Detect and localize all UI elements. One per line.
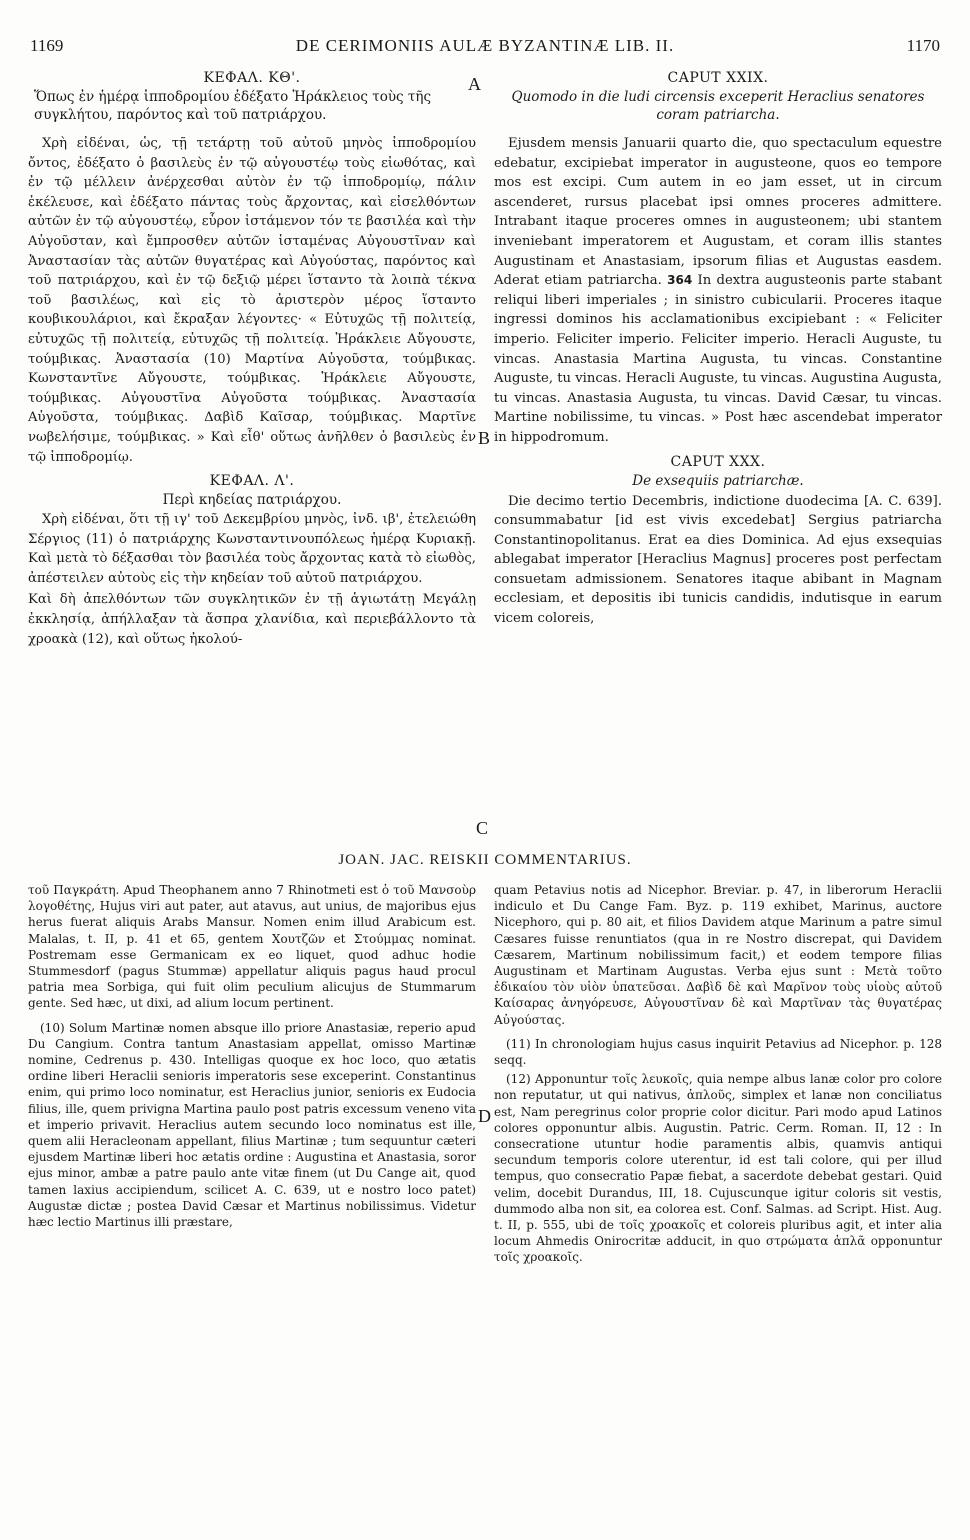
commentary-title: JOAN. JAC. REISKII COMMENTARIUS. xyxy=(338,852,632,868)
footnote-11: (11) In chronologiam hujus casus inquirit Petavius ad Nicephor. p. 128 seqq. xyxy=(494,1036,942,1068)
greek-chapter-29-subtitle: Ὅπως ἐν ἡμέρᾳ ἱπποδρομίου ἐδέξατο Ἡράκλειος τοὺς τῆς συγκλήτου, παρόντος καὶ τοῦ πατριάρχου. xyxy=(34,89,432,123)
greek-chapter-29-text: Χρὴ εἰδέναι, ὡς, τῇ τετάρτῃ τοῦ αὐτοῦ μηνὸς ἱπποδρομίου ὄντος, ἐδέξατο ὁ βασιλεὺς ἐν τῷ αὐγουστέῳ τοὺς εἰωθότας, καὶ ἐν τῷ μέλλειν ἀνέρχεσθαι αὐτὸν ἐν τῷ ἱπποδρομίῳ, πάλιν ἐκέλευσε, καὶ ἐδέξατο πάντας τοὺς ἄρχοντας, καὶ εἰσελθόντων αὐτῶν ἐν τῷ αὐγουστέῳ, εὗρον ἱστάμενον τόν τε βασιλέα καὶ τὴν Αὐγοῦσταν, καὶ ἔμπροσθεν αὐτῶν ἱσταμένας Αὐγουστῖναν καὶ Ἀναστασίαν τὰς αὐτῶν θυγατέρας καὶ Αὐγούστας, παρόντος καὶ τοῦ πατριάρχου, καὶ ἐν τῷ δεξιῷ μέρει ἵσταντο τὰ λοιπὰ τέκνα τοῦ βασιλέως, καὶ εἰς τὸ ἀριστερὸν μέρος ἵσταντο κουβικουλάριοι, καὶ ἔκραξαν λέγοντες· « Εὐτυχῶς τῇ πολιτείᾳ, εὐτυχῶς τῇ πολιτείᾳ, εὐτυχῶς τῇ πολιτείᾳ. Ἡράκλειε Αὔγουστε, τούμβικας. Ἀναστασία (10) Μαρτίνα Αὐγοῦστα, τούμβικας. Κωνσταντῖνε Αὔγουστε, τούμβικας. Ἡράκλειε Αὔγουστε, τούμβικας. Αὐγουστῖνα Αὐγοῦστα τούμβικας. Ἀναστασία Αὐγοῦστα, τούμβικας. Δαβὶδ Καῖσαρ, τούμβικας. Μαρτῖνε νωβελήσιμε, τούμβικας. » Καὶ εἶθ' οὕτως ἀνῆλθεν ὁ βασιλεὺς ἐν τῷ ἱπποδρομίῳ. xyxy=(28,136,476,465)
greek-chapter-30-subtitle: Περὶ κηδείας πατριάρχου. xyxy=(162,492,342,509)
margin-letter-c: C xyxy=(476,818,489,838)
latin-chapter-29-title: CAPUT XXIX. xyxy=(667,70,769,86)
greek-chapter-30-title: ΚΕΦΑΛ. Λ'. xyxy=(209,473,295,490)
greek-chapter-30-text-1: Χρὴ εἰδέναι, ὅτι τῇ ιγ' τοῦ Δεκεμβρίου μηνὸς, ἰνδ. ιβ', ἐτελειώθη Σέργιος (11) ὁ πατριάρχης Κωνσταντινουπόλεως ἡμέρᾳ Κυριακῇ. Καὶ μετὰ τὸ δέξασθαι τὸν βασιλέα τοὺς ἄρχοντας κατὰ τὸ εἰωθὸς, ἀπέστειλεν αὐτοὺς εἰς τὴν κηδείαν τοῦ αὐτοῦ πατριάρχου. xyxy=(28,512,476,586)
commentary-continuation-right: quam Petavius notis ad Nicephor. Breviar. p. 47, in liberorum Heraclii indiculo et Du Cange Fam. Byz. p. 119 exhibet, Marinus, auctore Nicephoro, qui p. 80 ait, et filios Davidem atque Marinum a patre simul Cæsares fuisse renuntiatos (qua in re Nostro discrepat, qui Davidem Cæsarem, Martinum nobilissimum facit,) et eodem tempore filias Augustinam et Martinam Augustas. Verba ejus sunt : Μετὰ τοῦτο ἐδικαίου τὸν υἱὸν ὑπατεῦσαι. Δαβὶδ δὲ καὶ Μαρῖνον τοὺς υἱοὺς αὐτοῦ Καίσαρας ἀνηγόρευσε, Αὐγουστῖναν δὲ καὶ Μαρτῖναν τὰς θυγατέρας Αὐγούστας. xyxy=(494,883,942,1027)
running-title: DE CERIMONIIS AULÆ BYZANTINÆ LIB. II. xyxy=(295,36,675,55)
commentary-right-column xyxy=(494,882,942,1269)
margin-letter-a: A xyxy=(468,74,481,94)
running-header xyxy=(30,36,940,60)
footnote-10: (10) Solum Martinæ nomen absque illo priore Anastasiæ, reperio apud Du Cangium. Contra tantum Anastasiam appellat, omisso Martinæ nomine, Cedrenus p. 430. Intelligas quoque ex hoc loco, quo ætatis ordine liberi Heraclii senioris imperatoris sese exceperint. Constantinus enim, qui primo loco nominatur, est Heraclius junior, senioris ex Eudocia filius, ille, quem privigna Martina paulo post patris excessum veneno vita et imperio privavit. Heraclius autem secundo loco nominatus est ille, quem alii Heracleonam appellant, filius Martinæ ; tum sequuntur cæteri ejusdem Martinæ liberi hoc ætatis ordine : Augustina et Anastasia, soror ejus minor, ambæ a patre paulo ante vitæ finem (ut Du Cange ait, quod tamen laxius accipiendum, scilicet A. C. 639, ut e nostro loco patet) Augustæ dictæ ; postea David Cæsar et Martinus nobilissimus. Videtur hæc lectio Martinus illi præstare, xyxy=(28,1020,476,1230)
margin-letter-d: D xyxy=(478,1106,491,1126)
latin-chapter-30-title: CAPUT XXX. xyxy=(670,453,766,470)
page-number-left: 1169 xyxy=(30,36,64,55)
greek-column xyxy=(28,68,476,651)
original-page-number: 364 xyxy=(667,273,693,288)
commentary-left-column xyxy=(28,882,476,1233)
latin-chapter-29-subtitle: Quomodo in die ludi circensis exceperit Heraclius senatores coram patriarcha. xyxy=(511,89,925,123)
latin-chapter-30-subtitle: De exsequiis patriarchæ. xyxy=(632,472,804,489)
commentary-continuation-left: τοῦ Παγκράτη. Apud Theophanem anno 7 Rhinotmeti est ὁ τοῦ Μανσοὺρ λογοθέτης, Hujus viri aut pater, aut atavus, aut unius, de majoribus ejus herus fuerat aliquis Arabs Mansur. Nomen enim illud Arabicum est. Malalas, t. II, p. 41 et 65, gentem Χουτζῶν et Στούμμας nominat. Postremam esse Germanicam ex eo liquet, quod adhuc hodie Stummesdorf (pagus Stummæ) appellatur aliquis pagus haud procul patria mea Sorbiga, qui fuit olim peculium alicujus de Stummarum gente. Sed hæc, ut dixi, ad alium locum pertinent. xyxy=(28,883,476,1011)
latin-column xyxy=(494,68,942,631)
greek-chapter-29-title: ΚΕΦΑΛ. ΚΘ'. xyxy=(203,70,301,86)
margin-letter-b: B xyxy=(478,428,491,448)
footnote-12: (12) Apponuntur τοῖς λευκοῖς, quia nempe albus lanæ color pro colore non reputatur, ut qui nativus, ἁπλοῦς, simplex et lanæ non conciliatus est, Nam peregrinus color proprie color dicitur. Pari modo apud Latinos colores opponuntur albis. Augustin. Patric. Cerm. Roman. II, 12 : In consecratione utuntur hodie paramentis albis, quamvis antiqui secundum temporis colore uterentur, id est tali colore, qui per illud tempus, quo consecratio Papæ fiebat, a sacerdote debebat gestari. Quid velim, docebit Durandus, III, 18. Cujuscunque igitur coloris sit vestis, dummodo alba non sit, ea colorea est. Conf. Salmas. ad Script. Hist. Aug. t. II, p. 555, ubi de τοῖς χροακοῖς et coloreis pluribus agit, et inter alia locum Ahmedis Onirocritæ adducit, in quo στρώματα ἁπλᾶ opponuntur τοῖς χροακοῖς. xyxy=(494,1072,942,1265)
latin-chapter-30-text: Die decimo tertio Decembris, indictione duodecima [A. C. 639]. consummabatur [id est vivis excedebat] Sergius patriarcha Constantinopolitanus. Erat ea dies Dominica. Ad ejus exsequias ablegabat imperator [Heraclius Magnus] proceres post perfectam consuetam admissionem. Senatores itaque abibant in Magnam ecclesiam, et depositis ibi tunicis candidis, indutisque in earum vicem coloreis, xyxy=(494,493,942,627)
greek-chapter-30-text-2: Καὶ δὴ ἀπελθόντων τῶν συγκλητικῶν ἐν τῇ ἁγιωτάτῃ Μεγάλῃ ἐκκλησίᾳ, ἀπήλλαξαν τὰ ἄσπρα χλανίδια, καὶ περιεβάλλοντο τὰ χροακὰ (12), καὶ οὕτως ἠκολού- xyxy=(28,592,476,647)
latin-chapter-29-text xyxy=(494,134,942,448)
page-number-right: 1170 xyxy=(906,36,940,55)
latin-chapter-29-text-2: In dextra augusteonis parte stabant reliqui liberi imperiales ; in sinistro cubicularii. Proceres itaque ingressi dominos his acclamationibus excipiebant : « Feliciter imperio. Feliciter imperio. Feliciter imperio. Heracli Auguste, tu vincas. Anastasia Martina Augusta, tu vincas. Constantine Auguste, tu vincas. Heracli Auguste, tu vincas. Augustina Augusta, tu vincas. Anastasia Augusta, tu vincas. David Cæsar, tu vincas. Martine nobilissime, tu vincas. » Post hæc ascendebat imperator in hippodromum. xyxy=(494,273,942,445)
latin-chapter-29-text-1: Ejusdem mensis Januarii quarto die, quo spectaculum equestre edebatur, excipiebat imperator in augusteone, quos eo tempore mos est excipi. Cum autem in eo jam esset, ut in circum ascenderet, rursus placebat ipsi omnes proceres admittere. Intrabant itaque proceres omnes in augusteonem; ubi stantem inveniebant imperatorem et Augustam, et coram illis stantes Augustinam et Anastasiam, ipsorum filias et Augustas easdem. Aderat etiam patriarcha. xyxy=(494,136,942,289)
